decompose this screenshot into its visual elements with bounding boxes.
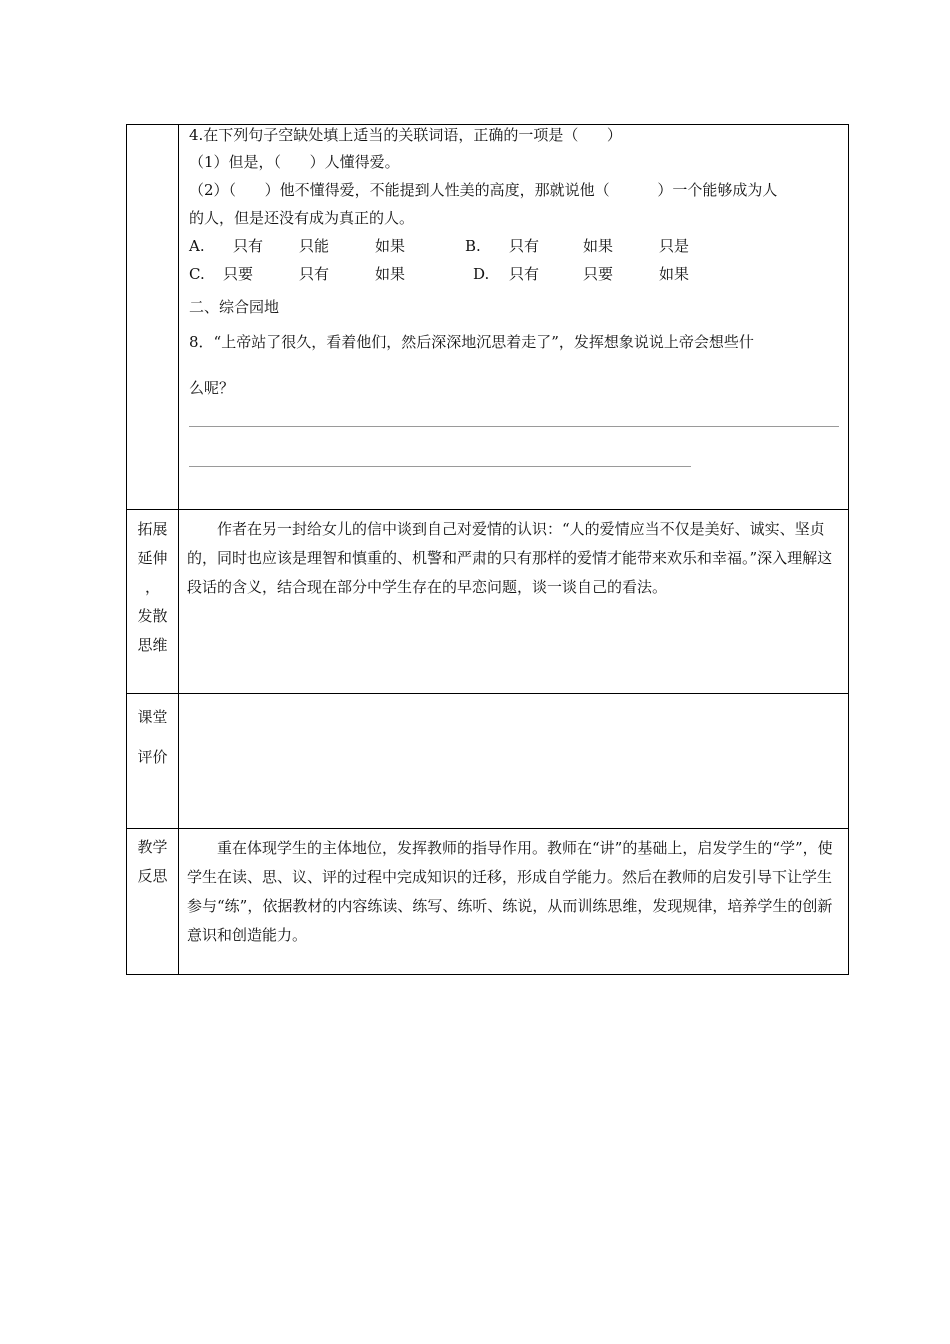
exercise-label-cell <box>127 125 179 510</box>
evaluation-row <box>127 694 849 829</box>
answer-line-1 <box>189 426 839 427</box>
evaluation-label-cell <box>127 694 179 829</box>
lesson-plan-table <box>126 124 849 975</box>
answer-line-2 <box>189 466 691 467</box>
option-c-word-1: 只要 <box>223 265 254 283</box>
extension-label-3: ， <box>144 578 160 596</box>
option-d-word-3: 如果 <box>659 265 690 283</box>
reflection-label-1: 教学 <box>137 838 168 856</box>
option-c-word-2: 只有 <box>299 265 330 283</box>
evaluation-content-cell <box>179 694 849 829</box>
extension-text: 作者在另一封给女儿的信中谈到自己对爱情的认识：“人的爱情应当不仅是美好、诚实、坚贞的，同时也应该是理智和慎重的、机警和严肃的只有那样的爱情才能带来欢乐和幸福。”深入理解这段话的含义，结合现在部分中学生存在的早恋问题，谈一谈自己的看法。 <box>187 520 833 596</box>
evaluation-label-1: 课堂 <box>137 708 168 726</box>
option-c-letter: C. <box>189 265 205 283</box>
option-a-word-3: 如果 <box>375 237 406 255</box>
reflection-label-cell <box>127 829 179 975</box>
exercise-row <box>127 125 849 510</box>
option-d-word-2: 只要 <box>583 265 614 283</box>
option-b-word-3: 只是 <box>659 237 690 255</box>
q8-line-2: 么呢？ <box>189 379 235 397</box>
option-a-word-2: 只能 <box>299 237 330 255</box>
q4-sentence-2a: （2）（ ）他不懂得爱，不能提到人性美的高度，那就说他（ ）一个能够成为人 <box>189 181 778 199</box>
option-b-word-2: 如果 <box>583 237 614 255</box>
exercise-content-cell <box>179 125 849 510</box>
q4-stem: 4.在下列句子空缺处填上适当的关联词语，正确的一项是（ ） <box>189 126 622 144</box>
extension-content-cell <box>179 510 849 694</box>
option-a-word-1: 只有 <box>233 237 264 255</box>
option-b-word-1: 只有 <box>509 237 540 255</box>
evaluation-label-2: 评价 <box>137 748 168 766</box>
q4-sentence-1: （1）但是，（ ）人懂得爱。 <box>189 153 400 171</box>
extension-label-1: 拓展 <box>137 520 168 538</box>
option-d-word-1: 只有 <box>509 265 540 283</box>
reflection-label-2: 反思 <box>137 867 168 885</box>
extension-label-5: 思维 <box>137 636 168 654</box>
option-a-letter: A. <box>189 237 205 255</box>
reflection-content-cell <box>179 829 849 975</box>
option-d-letter: D. <box>473 265 490 283</box>
extension-label-cell <box>127 510 179 694</box>
q8-line-1: 8．“上帝站了很久，看着他们，然后深深地沉思着走了”，发挥想象说说上帝会想些什 <box>189 333 754 351</box>
reflection-row <box>127 829 849 975</box>
option-c-word-3: 如果 <box>375 265 406 283</box>
q4-sentence-2b: 的人，但是还没有成为真正的人。 <box>189 209 415 227</box>
extension-label-2: 延伸 <box>137 549 168 567</box>
reflection-text: 重在体现学生的主体地位，发挥教师的指导作用。教师在“讲”的基础上，启发学生的“学”，使学生在读、思、议、评的过程中完成知识的迁移，形成自学能力。然后在教师的启发引导下让学生参与“练”，依据教材的内容练读、练写、练听、练说，从而训练思维，发现规律，培养学生的创新意识和创造能力。 <box>187 839 833 944</box>
section-2-heading: 二、综合园地 <box>189 298 280 316</box>
extension-row <box>127 510 849 694</box>
extension-label-4: 发散 <box>137 607 168 625</box>
option-b-letter: B. <box>465 237 481 255</box>
